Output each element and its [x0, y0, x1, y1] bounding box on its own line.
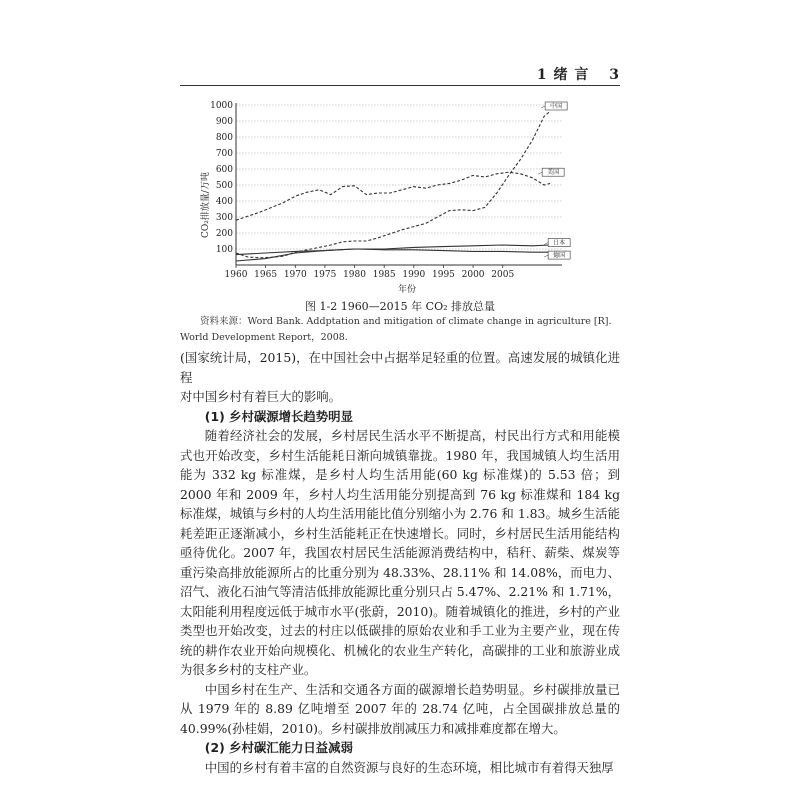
section-heading-1: (1) 乡村碳源增长趋势明显	[204, 408, 353, 424]
y-tick-label: 300	[215, 213, 233, 223]
paragraph-2: 随着经济社会的发展，乡村居民生活水平不断提高，村民出行方式和用能模式也开始改变，乡村生活能耗日渐向城镇靠拢。1980 年，我国城镇人均生活用能为 332 kg 标准煤，是乡村人均生活用能(60 kg 标准煤)的 5.53 倍；到 2000 年和 2009 年，乡村人均生活用能分别提高到 76 kg 标准煤和 184 kg 标准煤，城镇与乡村的人均生活用能比值分别缩小为 2.76 和 1.83。城乡生活能耗差距正逐渐减小，乡村生活能耗正在快速增长。同时，乡村居民生活用能结构亟待优化。2007 年，我国农村居民生活能源消费结构中，秸秆、薪柴、煤炭等重污染高排放能源所占的比重分别为 48.33%、28.11% 和 14.08%，而电力、沼气、液化石油气等清洁低排放能源比重分别只占 5.47%、2.21% 和 1.71%，太阳能利用程度远低于城市水平(张蔚，2010)。随着城镇化的推进，乡村的产业类型也开始改变，过去的村庄以低碳排的原始农业和手工业为主要产业，现在传统的耕作农业开始向规模化、机械化的农业生产转化，高碳排的工业和旅游业成为很多乡村的支柱产业。	[180, 428, 620, 677]
y-tick-label: 400	[215, 197, 233, 207]
series-line-美国	[236, 172, 550, 220]
series-label: 中国	[550, 103, 563, 110]
series-line-德国	[236, 249, 550, 255]
series-line-中国	[236, 111, 550, 257]
y-tick-label: 800	[215, 133, 233, 143]
series-label: 日本	[553, 239, 566, 247]
co2-emissions-chart	[200, 95, 580, 295]
y-tick-label: 700	[215, 149, 233, 159]
series-label-leader	[544, 243, 548, 245]
x-tick-label: 1975	[313, 270, 337, 280]
y-tick-label: 900	[215, 117, 233, 127]
series-labels	[538, 102, 570, 259]
chart-grid	[236, 105, 562, 249]
section-heading-2: (2) 乡村碳汇能力日益减弱	[204, 740, 353, 755]
chart-axes	[236, 103, 562, 268]
series-label-leader	[538, 172, 542, 174]
running-head	[180, 64, 620, 86]
y-tick-label: 1000	[210, 101, 233, 111]
x-tick-label: 1995	[432, 270, 455, 280]
series-label-leader	[541, 106, 545, 108]
body-text	[180, 348, 620, 777]
header-rule	[180, 85, 620, 86]
source-line-1: 资料来源：Word Bank. Addptation and mitigation of climate change in agriculture [R].	[200, 316, 612, 327]
paragraph-1-line-2: 对中国乡村有着巨大的影响。	[180, 389, 342, 404]
series-label: 德国	[553, 252, 566, 260]
x-tick-label: 1965	[254, 270, 278, 280]
source-line-2: World Development Report，2008.	[180, 332, 348, 343]
y-tick-label: 200	[215, 229, 233, 239]
y-tick-labels	[210, 101, 233, 255]
x-tick-label: 1980	[343, 270, 366, 280]
chart-series	[236, 111, 550, 261]
x-tick-label: 1990	[402, 270, 426, 280]
page-number: 3	[609, 67, 620, 83]
x-tick-label: 1970	[283, 270, 307, 280]
y-tick-label: 100	[215, 245, 233, 255]
figure-caption: 图 1-2 1960—2015 年 CO₂ 排放总量	[304, 300, 496, 313]
y-axis-label: CO₂排放量/万吨	[201, 172, 211, 238]
paragraph-4: 中国的乡村有着丰富的自然资源与良好的生态环境，相比城市有着得天独厚	[204, 759, 614, 775]
x-tick-label: 2000	[461, 270, 485, 280]
paragraph-1-line-1: (国家统计局，2015)，在中国社会中占据举足轻重的位置。高速发展的城镇化进程	[180, 350, 620, 385]
chapter-title: 1 绪 言	[536, 67, 590, 83]
x-axis-label: 年份	[397, 285, 417, 295]
series-label-leader	[544, 255, 548, 257]
series-label: 美国	[547, 169, 560, 177]
x-tick-label: 1960	[224, 270, 248, 280]
y-tick-label: 500	[215, 181, 233, 191]
figure-source	[180, 314, 620, 346]
y-tick-label: 600	[215, 165, 233, 175]
x-tick-label: 1985	[372, 270, 396, 280]
x-tick-label: 2005	[491, 270, 515, 280]
x-tick-labels	[225, 270, 515, 280]
paragraph-3: 中国乡村在生产、生活和交通各方面的碳源增长趋势明显。乡村碳排放量已从 1979 年的 8.89 亿吨增至 2007 年的 28.74 亿吨，占全国碳排放总量的 40.99%(孙桂娟，2010)。乡村碳排放削减压力和减排难度都在增大。	[180, 681, 620, 736]
series-line-日本	[236, 245, 550, 261]
